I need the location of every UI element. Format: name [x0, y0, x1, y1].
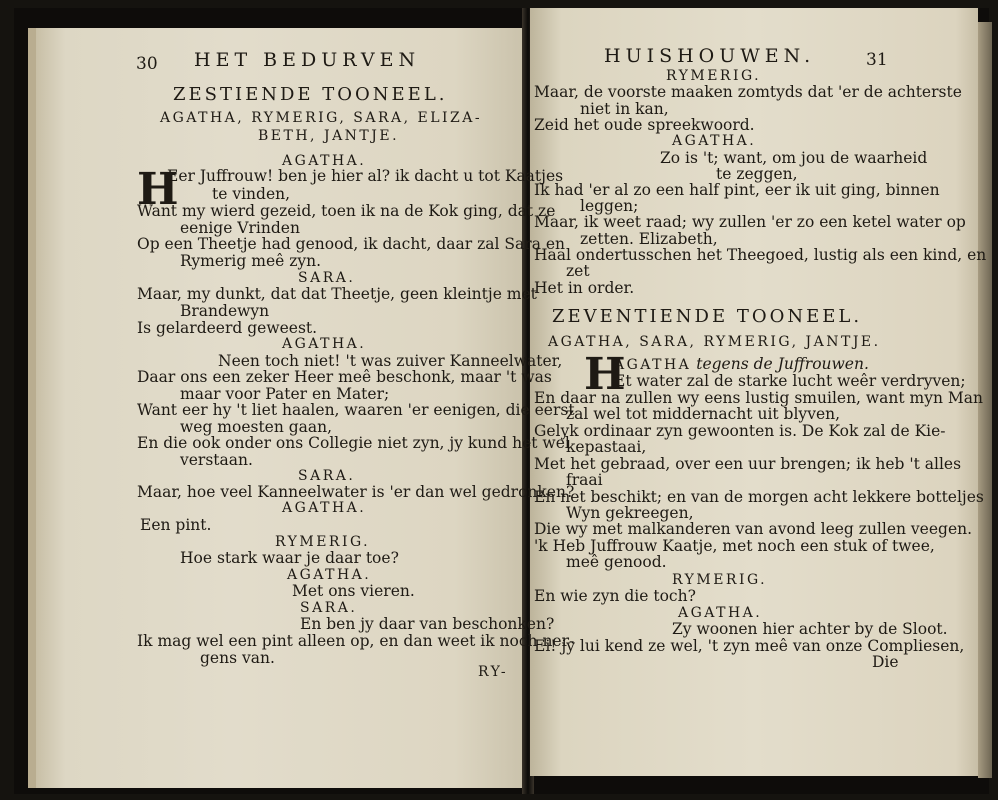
- text-line: zetten. Elizabeth,: [580, 230, 718, 248]
- text-line: verstaan.: [180, 451, 253, 469]
- text-line: Eer Juffrouw! ben je hier al? ik dacht u tot Kaatjes: [167, 167, 564, 185]
- text-line: Is gelardeerd geweest.: [137, 319, 318, 337]
- text-line: Zy woonen hier achter by de Sloot.: [672, 620, 948, 638]
- text-line: En die ook onder ons Collegie niet zyn, jy kund het wel: [137, 434, 570, 452]
- text-line: Rymerig meê zyn.: [180, 252, 322, 270]
- text-line: gens van.: [200, 649, 275, 667]
- text-line: Et water zal de starke lucht weêr verdryven;: [614, 372, 966, 390]
- text-line: kepastaai,: [566, 438, 647, 456]
- text-line: Maar, hoe veel Kanneelwater is 'er dan wel gedronken?: [137, 483, 575, 501]
- text-line: zal wel tot middernacht uit blyven,: [566, 405, 841, 423]
- text-line: Een pint.: [140, 516, 212, 534]
- text-line: En ben jy daar van beschonken?: [300, 615, 555, 633]
- text-line: Zeid het oude spreekwoord.: [534, 116, 755, 134]
- left-cast-line-1: AGATHA, RYMERIG, SARA, ELIZA-: [160, 110, 483, 126]
- text-line: Daar ons een zeker Heer meê beschonk, maar 't was: [137, 368, 552, 386]
- speaker-name: SARA.: [298, 270, 356, 286]
- text-line: Ik had 'er al zo een half pint, eer ik uit ging, binnen: [534, 181, 940, 199]
- speaker-name: RYMERIG.: [666, 68, 762, 84]
- text-line: weg moesten gaan,: [180, 418, 333, 436]
- text-line: Ik mag wel een pint alleen op, en dan weet ik noch ner-: [137, 632, 575, 650]
- text-line: Met het gebraad, over een uur brengen; ik heb 't alles: [534, 455, 962, 473]
- text-line: Het in order.: [534, 279, 635, 297]
- text-line: Ei! jy lui kend ze wel, 't zyn meê van onze Compliesen,: [534, 637, 965, 655]
- text-line: meê genood.: [566, 553, 667, 571]
- speaker-name: AGATHA.: [282, 500, 367, 516]
- text-line: En daar na zullen wy eens lustig smuilen, want myn Man: [534, 389, 984, 407]
- speaker-name: SARA.: [300, 600, 358, 616]
- text-line: Die wy met malkanderen van avond leeg zullen veegen.: [534, 520, 973, 538]
- right-page-number: 31: [866, 50, 888, 70]
- text-line: En wie zyn die toch?: [534, 587, 696, 605]
- text-line: te zeggen,: [716, 165, 798, 183]
- speaker-name: RYMERIG.: [672, 572, 768, 588]
- speaker-name: RYMERIG.: [275, 534, 371, 550]
- text-line: Hoe stark waar je daar toe?: [180, 549, 399, 567]
- text-line: Zo is 't; want, om jou de waarheid: [660, 149, 928, 167]
- left-cast-line-2: BETH, JANTJE.: [258, 128, 400, 144]
- text-line: leggen;: [580, 197, 639, 215]
- text-line: Met ons vieren.: [292, 582, 415, 600]
- drop-cap: H: [137, 164, 179, 215]
- text-line: Maar, de voorste maaken zomtyds dat 'er de achterste: [534, 83, 962, 101]
- text-line: Brandewyn: [180, 302, 270, 320]
- text-line: Maar, ik weet raad; wy zullen 'er zo een ketel water op: [534, 213, 966, 231]
- speaker-name: SARA.: [298, 468, 356, 484]
- speaker-name: AGATHA.: [282, 153, 367, 169]
- left-running-head: HET BEDURVEN: [194, 49, 421, 71]
- text-line: En net beschikt; en van de morgen acht lekkere botteljes: [534, 488, 984, 506]
- text-line: zet: [566, 262, 590, 280]
- drop-cap: H: [584, 349, 626, 400]
- speaker-name: AGATHA.: [287, 567, 372, 583]
- left-scene-title: ZESTIENDE TOONEEL.: [173, 84, 448, 105]
- text-line: Want eer hy 't liet haalen, waaren 'er eenigen, die eerst: [137, 401, 575, 419]
- text-line: niet in kan,: [580, 100, 669, 118]
- speaker-name: AGATHA.: [678, 605, 763, 621]
- left-page-number: 30: [136, 54, 158, 74]
- right-cast-line: AGATHA, SARA, RYMERIG, JANTJE.: [548, 334, 881, 350]
- text-line: 'k Heb Juffrouw Kaatje, met noch een stuk of twee,: [534, 537, 935, 555]
- speaker-name: AGATHA: [614, 357, 692, 373]
- catchword: Die: [872, 653, 899, 671]
- speaker-name: AGATHA.: [282, 336, 367, 352]
- catchword: RY-: [478, 664, 509, 680]
- text-line: Haal ondertusschen het Theegoed, lustig als een kind, en: [534, 246, 987, 264]
- text-line: Want my wierd gezeid, toen ik na de Kok ging, dat ze: [137, 202, 556, 220]
- text-line: Neen toch niet! 't was zuiver Kanneelwater,: [218, 352, 563, 370]
- stage-direction-text: tegens de Juffrouwen.: [696, 355, 869, 373]
- text-line: te vinden,: [212, 185, 291, 203]
- text-line: Maar, my dunkt, dat dat Theetje, geen kleintje met: [137, 285, 537, 303]
- right-scene-title: ZEVENTIENDE TOONEEL.: [552, 306, 863, 327]
- text-line: Gelyk ordinaar zyn gewoonten is. De Kok zal de Kie-: [534, 422, 946, 440]
- right-running-head: HUISHOUWEN.: [604, 45, 816, 67]
- text-line: Wyn gekreegen,: [566, 504, 694, 522]
- speaker-name: AGATHA.: [672, 133, 757, 149]
- text-line: eenige Vrinden: [180, 219, 300, 237]
- text-line: fraai: [566, 471, 603, 489]
- text-line: maar voor Pater en Mater;: [180, 385, 390, 403]
- text-line: Op een Theetje had genood, ik dacht, daar zal Sara en: [137, 235, 566, 253]
